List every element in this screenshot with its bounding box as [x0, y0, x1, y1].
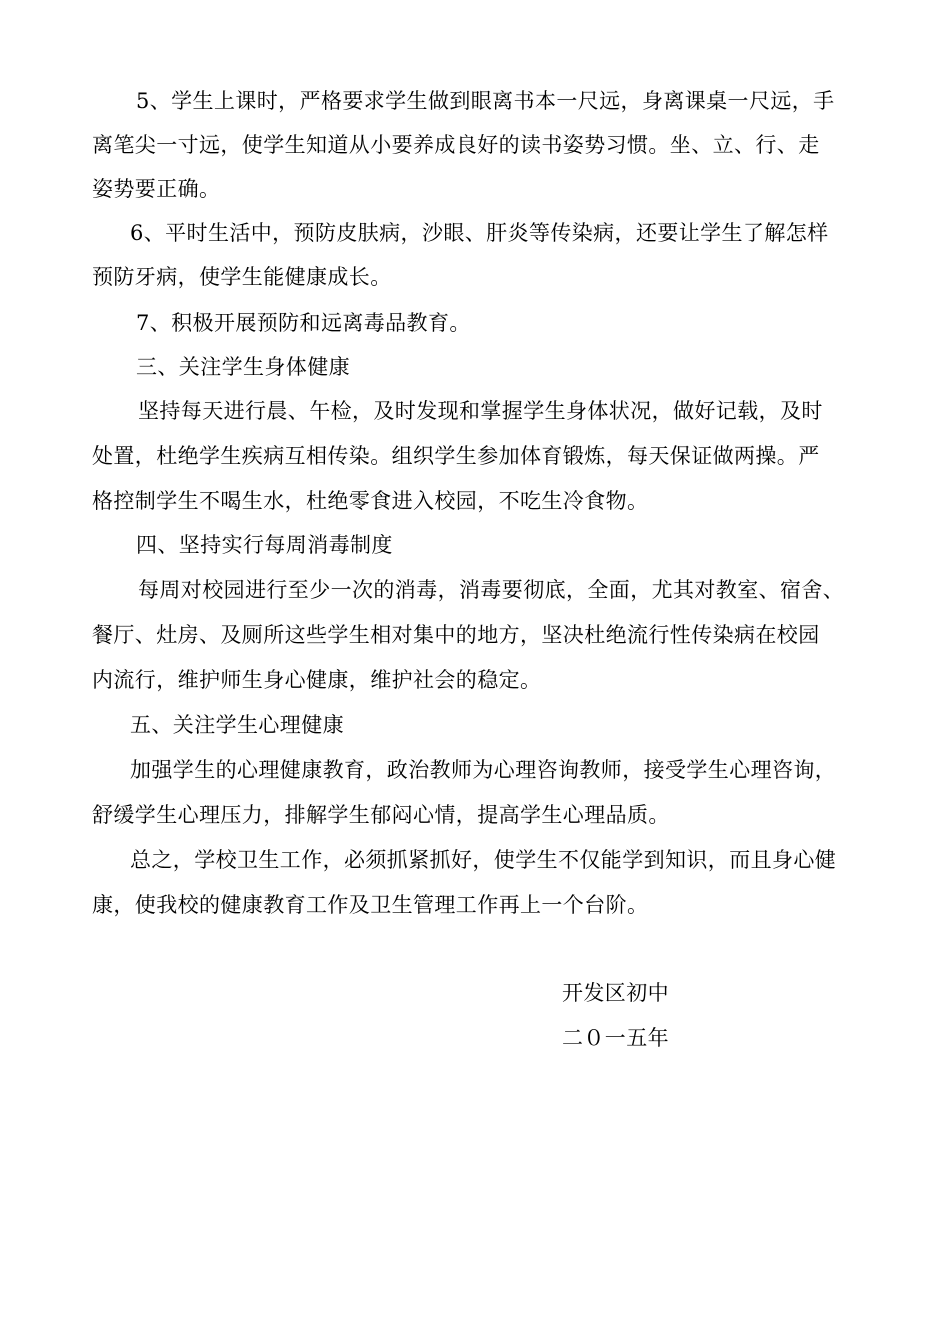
section-heading: 五、关注学生心理健康 — [130, 713, 344, 737]
body-line: 内流行，维护师生身心健康，维护社会的稳定。 — [92, 668, 542, 692]
body-line: 7、积极开展预防和远离毒品教育。 — [136, 311, 471, 335]
body-line: 预防牙病，使学生能健康成长。 — [92, 265, 392, 289]
body-line: 总之，学校卫生工作，必须抓紧抓好，使学生不仅能学到知识，而且身心健 — [130, 848, 837, 872]
body-line: 6、平时生活中，预防皮肤病，沙眼、肝炎等传染病，还要让学生了解怎样 — [130, 221, 829, 245]
body-line: 坚持每天进行晨、午检，及时发现和掌握学生身体状况，做好记载，及时 — [138, 399, 823, 423]
section-heading: 三、关注学生身体健康 — [136, 355, 350, 379]
body-line: 姿势要正确。 — [92, 177, 221, 201]
body-line: 格控制学生不喝生水，杜绝零食进入校园，不吃生冷食物。 — [92, 489, 649, 513]
body-line: 加强学生的心理健康教育，政治教师为心理咨询教师，接受学生心理咨询， — [130, 758, 837, 782]
signature-org: 开发区初中 — [562, 981, 669, 1005]
body-line: 5、学生上课时，严格要求学生做到眼离书本一尺远，身离课桌一尺远，手 — [136, 89, 835, 113]
body-line: 康，使我校的健康教育工作及卫生管理工作再上一个台阶。 — [92, 893, 649, 917]
body-line: 舒缓学生心理压力，排解学生郁闷心情，提高学生心理品质。 — [92, 803, 670, 827]
signature-date: 二０一五年 — [562, 1026, 669, 1050]
body-line: 处置，杜绝学生疾病互相传染。组织学生参加体育锻炼，每天保证做两操。严 — [92, 444, 820, 468]
body-line: 餐厅、灶房、及厕所这些学生相对集中的地方，坚决杜绝流行性传染病在校园 — [92, 623, 820, 647]
body-line: 每周对校园进行至少一次的消毒，消毒要彻底，全面，尤其对教室、宿舍、 — [138, 578, 845, 602]
section-heading: 四、坚持实行每周消毒制度 — [136, 533, 393, 557]
body-line: 离笔尖一寸远，使学生知道从小要养成良好的读书姿势习惯。坐、立、行、走 — [92, 133, 820, 157]
